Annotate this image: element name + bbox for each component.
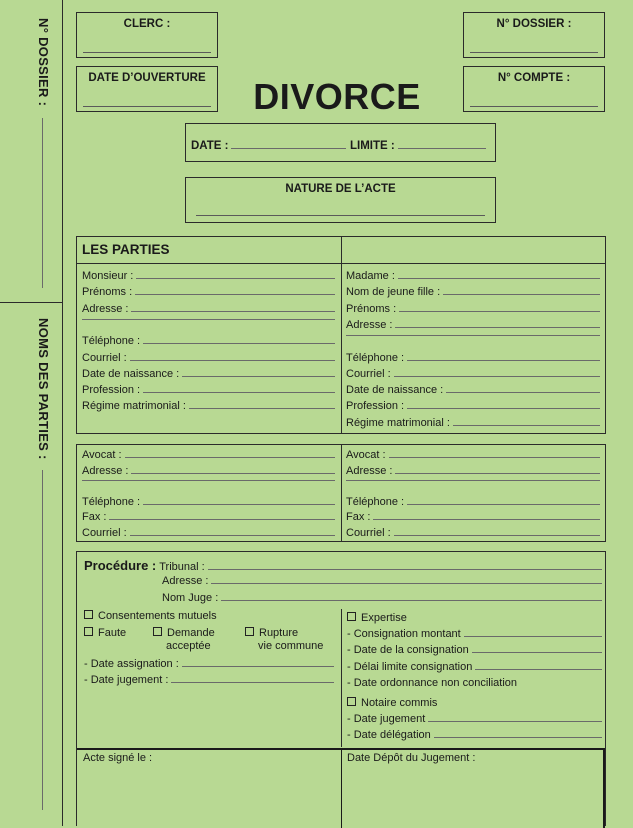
parties-divider xyxy=(341,237,342,433)
sidebar-parties-label: NOMS DES PARTIES : xyxy=(36,318,51,460)
date-field[interactable] xyxy=(231,148,346,149)
clerc-field[interactable] xyxy=(83,52,211,53)
date-assignation-field[interactable] xyxy=(182,666,334,667)
delai-consignation-row xyxy=(347,661,602,673)
tribunal-field[interactable] xyxy=(208,569,602,570)
avocat-right-label: Courriel : xyxy=(346,527,391,539)
consignation-montant-row xyxy=(347,628,602,640)
date-assignation-label: - Date assignation : xyxy=(84,658,179,670)
nom-juge-field[interactable] xyxy=(221,600,602,601)
compte-label: N° COMPTE : xyxy=(497,72,571,84)
monsieur-field-field[interactable] xyxy=(136,278,335,279)
nom-juge-label: Nom Juge : xyxy=(162,592,219,604)
avocat-right-field[interactable] xyxy=(346,480,600,481)
consentements-option[interactable] xyxy=(84,610,217,622)
monsieur-field-label: Régime matrimonial : xyxy=(82,400,186,413)
notaire-checkbox[interactable] xyxy=(347,697,356,706)
avocat-left-field[interactable] xyxy=(82,480,335,481)
avocat-right-row xyxy=(346,465,600,477)
madame-field-row xyxy=(346,335,600,339)
madame-field-label: Adresse : xyxy=(346,318,393,331)
avocat-left-row xyxy=(82,480,335,484)
monsieur-field-label: Profession : xyxy=(82,384,141,397)
madame-field-field[interactable] xyxy=(407,408,600,409)
adresse-row xyxy=(162,575,602,587)
madame-field-field[interactable] xyxy=(407,360,600,361)
madame-field-row xyxy=(346,400,600,412)
demande-option[interactable] xyxy=(153,627,215,653)
monsieur-field-row xyxy=(82,352,335,364)
avocat-right-label: Téléphone : xyxy=(346,495,405,508)
madame-field-label: Date de naissance : xyxy=(346,384,444,397)
madame-field-field[interactable] xyxy=(394,376,600,377)
consentements-checkbox[interactable] xyxy=(84,610,93,619)
avocat-left-field[interactable] xyxy=(143,504,335,505)
notaire-label: Notaire commis xyxy=(361,697,438,709)
date-box xyxy=(185,123,496,162)
avocat-left-row xyxy=(82,449,335,461)
monsieur-field-field[interactable] xyxy=(135,294,335,295)
date-consignation-field[interactable] xyxy=(472,652,602,653)
madame-field-label: Prénoms : xyxy=(346,302,397,315)
madame-field-row xyxy=(346,352,600,364)
monsieur-field-label: Adresse : xyxy=(82,302,129,315)
demande-label-2: acceptée xyxy=(166,640,211,652)
nom-juge-row xyxy=(162,592,602,604)
date-jugement-row xyxy=(84,674,334,686)
avocat-right-field[interactable] xyxy=(389,457,600,458)
avocat-left-label: Courriel : xyxy=(82,527,127,539)
madame-field-field[interactable] xyxy=(395,327,600,328)
rupture-option[interactable] xyxy=(245,627,323,653)
delai-consignation-field[interactable] xyxy=(475,669,602,670)
clerc-label: CLERC : xyxy=(123,18,171,30)
madame-field-row xyxy=(346,303,600,315)
nature-field[interactable] xyxy=(196,215,485,216)
procedure-divider xyxy=(341,609,342,747)
rupture-checkbox[interactable] xyxy=(245,627,254,636)
parties-heading: LES PARTIES xyxy=(82,242,170,257)
tribunal-row xyxy=(84,558,602,573)
avocat-right-field[interactable] xyxy=(407,504,600,505)
monsieur-field-field[interactable] xyxy=(131,311,335,312)
madame-field-row xyxy=(346,417,600,429)
date-jugement-r-row xyxy=(347,713,602,725)
dossier-label: N° DOSSIER : xyxy=(496,18,572,30)
avocat-left-field[interactable] xyxy=(131,473,335,474)
avocat-left-label: Avocat : xyxy=(82,449,122,461)
demande-label-1: Demande xyxy=(167,627,215,639)
rupture-label-2: vie commune xyxy=(258,640,324,652)
avocats-box xyxy=(76,444,606,542)
avocat-right-field[interactable] xyxy=(394,535,600,536)
madame-field-label: Nom de jeune fille : xyxy=(346,286,441,299)
consignation-montant-field[interactable] xyxy=(464,636,602,637)
nature-box xyxy=(185,177,496,223)
faute-option[interactable] xyxy=(84,627,126,639)
madame-field-field[interactable] xyxy=(453,425,600,426)
monsieur-field-row xyxy=(82,319,335,323)
avocat-left-row xyxy=(82,496,335,508)
expertise-checkbox[interactable] xyxy=(347,612,356,621)
date-ordonnance-row xyxy=(347,677,602,689)
date-jugement-label: - Date jugement : xyxy=(84,674,169,686)
date-consignation-label: - Date de la consignation xyxy=(347,644,469,656)
avocat-right-label: Avocat : xyxy=(346,449,386,461)
madame-field-label: Courriel : xyxy=(346,367,391,380)
monsieur-field-label: Prénoms : xyxy=(82,286,133,299)
madame-field-row xyxy=(346,286,600,298)
madame-field-label: Madame : xyxy=(346,270,395,282)
sidebar-separator xyxy=(0,302,63,303)
avocat-left-row xyxy=(82,465,335,477)
sidebar-dossier-line xyxy=(42,118,43,288)
monsieur-field-row xyxy=(82,335,335,347)
expertise-option[interactable] xyxy=(347,612,407,624)
avocat-right-row xyxy=(346,480,600,484)
monsieur-field-field[interactable] xyxy=(189,408,335,409)
date-delegation-row xyxy=(347,729,602,741)
limite-field[interactable] xyxy=(398,148,486,149)
sidebar-parties-line xyxy=(42,470,43,810)
compte-field[interactable] xyxy=(470,106,598,107)
faute-checkbox[interactable] xyxy=(84,627,93,636)
procedure-heading: Procédure : xyxy=(84,558,157,573)
date-jugement-field[interactable] xyxy=(171,682,334,683)
madame-field-field[interactable] xyxy=(443,294,600,295)
avocat-right-row xyxy=(346,449,600,461)
date-assignation-row xyxy=(84,658,334,670)
ouverture-box xyxy=(76,66,218,112)
avocat-left-label: Téléphone : xyxy=(82,495,141,508)
date-delegation-field[interactable] xyxy=(434,737,602,738)
expertise-label: Expertise xyxy=(361,612,407,624)
procedure-adresse-field[interactable] xyxy=(211,583,602,584)
avocat-left-field[interactable] xyxy=(130,535,335,536)
monsieur-field-field[interactable] xyxy=(82,319,335,320)
avocat-right-field[interactable] xyxy=(395,473,600,474)
monsieur-field-field[interactable] xyxy=(143,392,335,393)
avocat-right-label: Fax : xyxy=(346,511,371,524)
date-depot-box[interactable] xyxy=(342,748,605,828)
madame-field-row xyxy=(346,384,600,396)
consignation-montant-label: - Consignation montant xyxy=(347,628,461,640)
procedure-adresse-label: Adresse : xyxy=(162,575,209,587)
consentements-label: Consentements mutuels xyxy=(98,610,217,622)
avocat-right-row xyxy=(346,527,600,539)
acte-signe-label: Acte signé le : xyxy=(83,752,153,764)
parties-heading-rule xyxy=(77,263,605,264)
avocat-left-row xyxy=(82,511,335,523)
compte-box xyxy=(463,66,605,112)
madame-field-row xyxy=(346,270,600,282)
date-depot-label: Date Dépôt du Jugement : xyxy=(347,752,476,764)
avocat-right-label: Adresse : xyxy=(346,464,393,477)
delai-consignation-label: - Délai limite consignation xyxy=(347,661,473,673)
nature-label: NATURE DE L’ACTE xyxy=(285,183,396,195)
date-ordonnance-label: - Date ordonnance non conciliation xyxy=(347,677,518,689)
demande-checkbox[interactable] xyxy=(153,627,162,636)
avocat-right-field[interactable] xyxy=(373,519,600,520)
avocat-left-label: Adresse : xyxy=(82,464,129,477)
avocat-left-row xyxy=(82,527,335,539)
avocat-right-row xyxy=(346,496,600,508)
madame-field-field[interactable] xyxy=(399,311,600,312)
ouverture-label: DATE D’OUVERTURE xyxy=(88,72,206,84)
monsieur-field-field[interactable] xyxy=(182,376,335,377)
date-row xyxy=(191,140,346,152)
dossier-field[interactable] xyxy=(470,52,598,53)
monsieur-field-row xyxy=(82,286,335,298)
tribunal-label: Tribunal : xyxy=(159,561,205,573)
madame-field-field[interactable] xyxy=(446,392,600,393)
acte-signe-box[interactable] xyxy=(77,748,342,828)
monsieur-field-row xyxy=(82,303,335,315)
parties-box xyxy=(76,236,606,434)
avocat-left-label: Fax : xyxy=(82,511,107,524)
monsieur-field-label: Date de naissance : xyxy=(82,367,180,380)
faute-label: Faute xyxy=(98,627,127,639)
monsieur-field-label: Monsieur : xyxy=(82,270,134,282)
monsieur-field-field[interactable] xyxy=(130,360,335,361)
avocats-divider xyxy=(341,445,342,541)
procedure-box xyxy=(76,551,606,826)
page-title: DIVORCE xyxy=(253,76,421,117)
clerc-box xyxy=(76,12,218,58)
monsieur-field-label: Courriel : xyxy=(82,351,127,364)
dossier-box xyxy=(463,12,605,58)
madame-field-label: Téléphone : xyxy=(346,351,405,364)
madame-field-label: Profession : xyxy=(346,400,405,413)
madame-field-row xyxy=(346,368,600,380)
date-jugement-r-field[interactable] xyxy=(428,721,602,722)
rupture-label-1: Rupture xyxy=(259,627,299,639)
madame-field-field[interactable] xyxy=(398,278,600,279)
madame-field-field[interactable] xyxy=(346,335,600,336)
date-consignation-row xyxy=(347,644,602,656)
monsieur-field-row xyxy=(82,270,335,282)
ouverture-field[interactable] xyxy=(83,106,211,107)
monsieur-field-label: Téléphone : xyxy=(82,335,141,348)
monsieur-field-row xyxy=(82,384,335,396)
date-label: DATE : xyxy=(191,140,229,152)
avocat-left-field[interactable] xyxy=(109,519,335,520)
madame-field-row xyxy=(346,319,600,331)
date-jugement-r-label: - Date jugement xyxy=(347,713,426,725)
limite-label: LIMITE : xyxy=(350,140,395,152)
monsieur-field-row xyxy=(82,368,335,380)
limite-row xyxy=(350,140,486,152)
avocat-right-row xyxy=(346,511,600,523)
date-delegation-label: - Date délégation xyxy=(347,729,431,741)
madame-field-label: Régime matrimonial : xyxy=(346,416,450,429)
notaire-option[interactable] xyxy=(347,697,437,709)
avocat-left-field[interactable] xyxy=(125,457,335,458)
monsieur-field-row xyxy=(82,400,335,412)
sidebar-divider xyxy=(62,0,63,826)
sidebar-dossier-label: N° DOSSIER : xyxy=(36,18,51,107)
monsieur-field-field[interactable] xyxy=(143,343,335,344)
